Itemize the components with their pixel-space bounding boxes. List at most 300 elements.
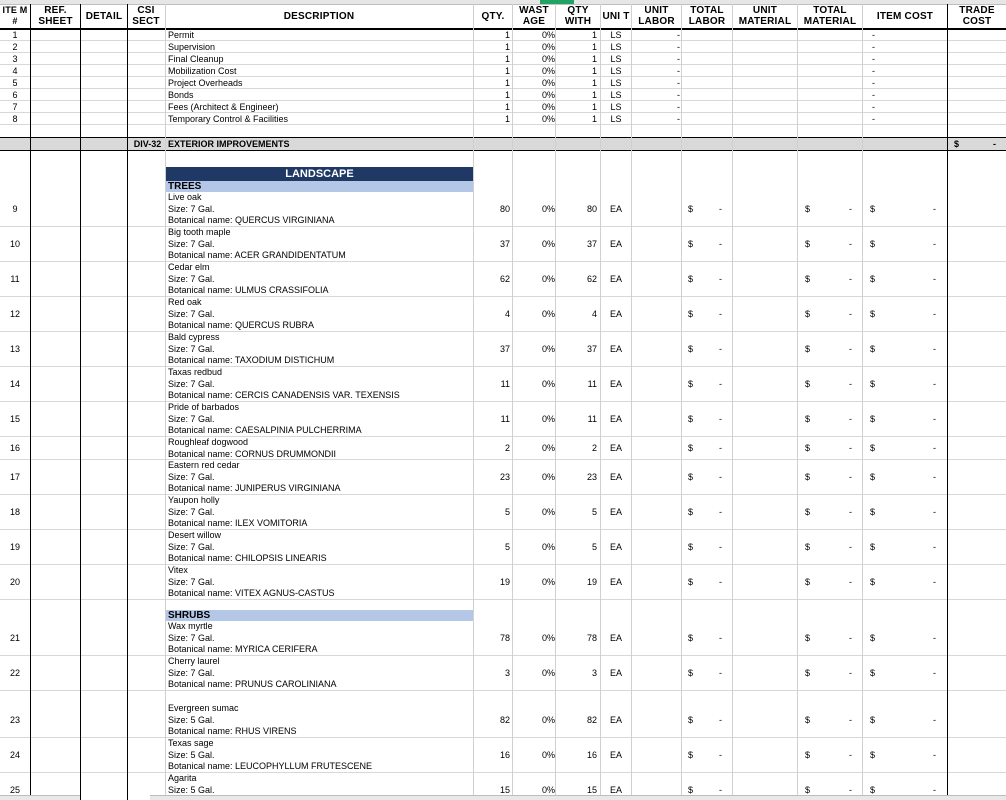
item-cost-cell[interactable] <box>864 192 946 226</box>
qty-cell[interactable]: 11 <box>500 414 510 424</box>
item-cost-cell[interactable] <box>864 703 946 737</box>
qty-cell[interactable]: 3 <box>504 668 510 678</box>
total-labor-cell[interactable] <box>682 332 732 366</box>
item-number-cell[interactable]: 21 <box>9 633 20 643</box>
header-waste[interactable]: WAST AGE <box>519 5 549 27</box>
item-number-cell[interactable]: 19 <box>9 542 20 552</box>
gridline <box>681 4 682 800</box>
qty-cell[interactable]: 5 <box>504 507 510 517</box>
qty-with-cell[interactable]: 5 <box>591 542 597 552</box>
empty-value-dash: - <box>933 204 936 214</box>
header-description[interactable]: DESCRIPTION <box>283 10 355 22</box>
description-cell[interactable] <box>168 565 473 599</box>
total-material-cell[interactable] <box>799 262 862 296</box>
item-number-cell[interactable]: 14 <box>9 379 20 389</box>
empty-value-dash: - <box>719 507 722 517</box>
qty-with-cell[interactable]: 1 <box>591 65 597 76</box>
item-number-cell[interactable]: 9 <box>12 204 18 214</box>
total-material-cell[interactable] <box>799 703 862 737</box>
currency-symbol: $ <box>870 750 876 760</box>
qty-cell[interactable]: 1 <box>504 65 510 76</box>
qty-cell[interactable]: 1 <box>504 53 510 64</box>
currency-symbol: $ <box>805 507 811 517</box>
total-labor-cell[interactable] <box>682 656 732 690</box>
waste-cell[interactable]: 0% <box>541 113 555 124</box>
unit-cell[interactable]: EA <box>609 414 622 424</box>
header-csi-sect[interactable]: CSI SECT <box>132 5 160 27</box>
qty-with-cell[interactable]: 3 <box>591 668 597 678</box>
currency-symbol: $ <box>805 633 811 643</box>
description-cell[interactable]: Mobilization Cost <box>168 65 237 76</box>
description-cell[interactable]: Bonds <box>168 89 194 100</box>
plant-size: Size: 7 Gal. <box>168 308 215 319</box>
horizontal-scrollbar[interactable] <box>150 795 1006 800</box>
division-code-cell[interactable]: DIV-32 <box>133 139 162 149</box>
table-row <box>0 703 1006 738</box>
empty-value-dash: - <box>933 715 936 725</box>
item-cost-cell[interactable]: - <box>872 77 875 88</box>
description-cell[interactable] <box>168 460 473 494</box>
currency-symbol: $ <box>805 785 811 795</box>
qty-with-cell[interactable]: 80 <box>586 204 597 214</box>
table-row <box>0 297 1006 332</box>
empty-value-dash: - <box>849 309 852 319</box>
item-cost-cell[interactable] <box>864 367 946 401</box>
description-cell[interactable] <box>168 192 473 226</box>
qty-cell[interactable]: 1 <box>504 113 510 124</box>
total-labor-cell[interactable] <box>682 437 732 459</box>
unit-cell[interactable]: LS <box>610 77 622 88</box>
waste-cell[interactable]: 0% <box>541 29 555 40</box>
empty-value-dash: - <box>719 633 722 643</box>
waste-cell[interactable]: 0% <box>541 542 555 552</box>
plant-size: Size: 7 Gal. <box>168 273 215 284</box>
qty-with-cell[interactable]: 1 <box>591 89 597 100</box>
qty-with-cell[interactable]: 2 <box>591 443 597 453</box>
total-labor-cell[interactable] <box>682 621 732 655</box>
total-material-cell[interactable] <box>799 738 862 772</box>
total-material-cell[interactable] <box>799 656 862 690</box>
waste-cell[interactable]: 0% <box>541 379 555 389</box>
item-number-cell[interactable]: 23 <box>9 715 20 725</box>
description-cell[interactable] <box>168 227 473 261</box>
unit-cell[interactable]: EA <box>609 472 622 482</box>
currency-symbol: $ <box>805 715 811 725</box>
item-number-cell[interactable]: 1 <box>12 29 18 40</box>
qty-with-cell[interactable]: 1 <box>591 29 597 40</box>
waste-cell[interactable]: 0% <box>541 274 555 284</box>
waste-cell[interactable]: 0% <box>541 443 555 453</box>
description-cell[interactable] <box>168 703 473 737</box>
currency-symbol: $ <box>688 344 694 354</box>
waste-cell[interactable]: 0% <box>541 204 555 214</box>
total-labor-cell[interactable] <box>682 262 732 296</box>
total-material-cell[interactable] <box>799 460 862 494</box>
qty-with-cell[interactable]: 1 <box>591 41 597 52</box>
plant-name: Evergreen sumac <box>168 703 239 713</box>
unit-labor-cell[interactable]: - <box>677 89 680 100</box>
item-number-cell[interactable]: 17 <box>9 472 20 482</box>
currency-symbol: $ <box>805 414 811 424</box>
unit-cell[interactable]: EA <box>609 344 622 354</box>
qty-with-cell[interactable]: 11 <box>587 414 597 424</box>
total-material-cell[interactable] <box>799 367 862 401</box>
item-cost-cell[interactable] <box>864 738 946 772</box>
total-material-cell[interactable] <box>799 297 862 331</box>
total-material-cell[interactable] <box>799 565 862 599</box>
qty-with-cell[interactable]: 1 <box>591 113 597 124</box>
total-material-cell[interactable] <box>799 495 862 529</box>
qty-cell[interactable]: 5 <box>504 542 510 552</box>
qty-cell[interactable]: 1 <box>504 89 510 100</box>
waste-cell[interactable]: 0% <box>541 715 555 725</box>
empty-value-dash: - <box>849 443 852 453</box>
header-item[interactable]: ITE M # <box>2 5 28 26</box>
item-number-cell[interactable]: 15 <box>9 414 20 424</box>
qty-cell[interactable]: 11 <box>500 379 510 389</box>
unit-cell[interactable]: EA <box>609 379 622 389</box>
plant-size: Size: 5 Gal. <box>168 714 215 725</box>
plant-size: Size: 7 Gal. <box>168 632 215 643</box>
unit-labor-cell[interactable]: - <box>677 53 680 64</box>
currency-symbol: $ <box>870 239 876 249</box>
total-labor-cell[interactable] <box>682 530 732 564</box>
qty-cell[interactable]: 4 <box>504 309 510 319</box>
trade-cost-value: - <box>993 139 996 149</box>
total-labor-cell[interactable] <box>682 738 732 772</box>
description-cell[interactable]: Fees (Architect & Engineer) <box>168 101 279 112</box>
empty-value-dash: - <box>719 309 722 319</box>
qty-with-cell[interactable]: 37 <box>586 239 597 249</box>
item-cost-cell[interactable] <box>864 332 946 366</box>
plant-size: Size: 7 Gal. <box>168 343 215 354</box>
plant-name: Bald cypress <box>168 332 220 342</box>
description-cell[interactable] <box>168 297 473 331</box>
unit-labor-cell[interactable]: - <box>677 101 680 112</box>
header-total-labor[interactable]: TOTAL LABOR <box>688 5 726 27</box>
qty-cell[interactable]: 1 <box>504 101 510 112</box>
qty-cell[interactable]: 82 <box>499 715 510 725</box>
qty-cell[interactable]: 78 <box>499 633 510 643</box>
unit-labor-cell[interactable]: - <box>677 41 680 52</box>
item-number-cell[interactable]: 18 <box>9 507 20 517</box>
waste-cell[interactable]: 0% <box>541 239 555 249</box>
waste-cell[interactable]: 0% <box>541 53 555 64</box>
item-cost-cell[interactable] <box>864 565 946 599</box>
qty-with-cell[interactable]: 1 <box>591 101 597 112</box>
empty-value-dash: - <box>719 414 722 424</box>
item-number-cell[interactable]: 20 <box>9 577 20 587</box>
description-cell[interactable] <box>168 262 473 296</box>
currency-symbol: $ <box>688 414 694 424</box>
waste-cell[interactable]: 0% <box>541 77 555 88</box>
gridline <box>732 4 733 800</box>
unit-cell[interactable]: EA <box>609 750 622 760</box>
empty-value-dash: - <box>719 379 722 389</box>
plant-botanical-name: Botanical name: TAXODIUM DISTICHUM <box>168 355 335 366</box>
unit-cell[interactable]: LS <box>610 89 622 100</box>
header-ref-sheet[interactable]: REF. SHEET <box>38 5 73 27</box>
total-labor-cell[interactable] <box>682 367 732 401</box>
description-cell[interactable] <box>168 367 473 401</box>
item-cost-cell[interactable]: - <box>872 65 875 76</box>
qty-cell[interactable]: 16 <box>499 750 510 760</box>
plant-size: Size: 7 Gal. <box>168 238 215 249</box>
sheet-tab-area[interactable] <box>0 795 80 800</box>
qty-with-cell[interactable]: 78 <box>586 633 597 643</box>
header-unit-labor[interactable]: UNIT LABOR <box>638 5 675 27</box>
empty-value-dash: - <box>849 633 852 643</box>
item-cost-cell[interactable] <box>864 495 946 529</box>
unit-labor-cell[interactable]: - <box>677 65 680 76</box>
unit-cell[interactable]: EA <box>609 443 622 453</box>
header-detail[interactable]: DETAIL <box>85 10 123 22</box>
waste-cell[interactable]: 0% <box>541 750 555 760</box>
item-number-cell[interactable]: 25 <box>9 785 20 795</box>
empty-value-dash: - <box>933 542 936 552</box>
description-cell[interactable] <box>168 495 473 529</box>
total-labor-cell[interactable] <box>682 495 732 529</box>
empty-value-dash: - <box>719 274 722 284</box>
total-labor-cell[interactable] <box>682 703 732 737</box>
qty-cell[interactable]: 2 <box>504 443 510 453</box>
item-cost-cell[interactable] <box>864 621 946 655</box>
total-labor-cell[interactable] <box>682 297 732 331</box>
currency-symbol: $ <box>688 204 694 214</box>
unit-cell[interactable]: EA <box>609 239 622 249</box>
description-cell[interactable] <box>168 656 473 690</box>
unit-cell[interactable]: EA <box>609 577 622 587</box>
waste-cell[interactable]: 0% <box>541 344 555 354</box>
total-material-cell[interactable] <box>799 332 862 366</box>
item-cost-cell[interactable]: - <box>872 113 875 124</box>
total-material-cell[interactable] <box>799 402 862 436</box>
plant-name: Agarita <box>168 773 197 783</box>
description-cell[interactable]: Temporary Control & Facilities <box>168 113 289 124</box>
plant-size: Size: 7 Gal. <box>168 576 215 587</box>
currency-symbol: $ <box>805 309 811 319</box>
total-material-cell[interactable] <box>799 621 862 655</box>
unit-cell[interactable]: EA <box>609 785 622 795</box>
qty-cell[interactable]: 80 <box>499 204 510 214</box>
header-trade-cost[interactable]: TRADE COST <box>959 5 995 27</box>
division-title-cell[interactable]: EXTERIOR IMPROVEMENTS <box>168 139 290 149</box>
description-cell[interactable] <box>168 738 473 772</box>
currency-symbol: $ <box>688 668 694 678</box>
total-material-cell[interactable] <box>799 437 862 459</box>
total-material-cell[interactable] <box>799 530 862 564</box>
item-cost-cell[interactable]: - <box>872 89 875 100</box>
waste-cell[interactable]: 0% <box>541 472 555 482</box>
qty-with-cell[interactable]: 15 <box>586 785 597 795</box>
qty-with-cell[interactable]: 1 <box>591 53 597 64</box>
unit-labor-cell[interactable]: - <box>677 113 680 124</box>
waste-cell[interactable]: 0% <box>541 507 555 517</box>
unit-cell[interactable]: EA <box>609 204 622 214</box>
total-labor-cell[interactable] <box>682 192 732 226</box>
total-labor-cell[interactable] <box>682 402 732 436</box>
table-row <box>0 460 1006 495</box>
description-cell[interactable] <box>168 530 473 564</box>
item-number-cell[interactable]: 8 <box>12 113 18 124</box>
qty-cell[interactable]: 37 <box>499 239 510 249</box>
waste-cell[interactable]: 0% <box>541 89 555 100</box>
plant-size: Size: 7 Gal. <box>168 667 215 678</box>
plant-botanical-name: Botanical name: ACER GRANDIDENTATUM <box>168 250 346 261</box>
waste-cell[interactable]: 0% <box>541 309 555 319</box>
table-row <box>0 565 1006 600</box>
qty-cell[interactable]: 37 <box>499 344 510 354</box>
description-cell[interactable] <box>168 402 473 436</box>
unit-cell[interactable]: LS <box>610 65 622 76</box>
waste-cell[interactable]: 0% <box>541 65 555 76</box>
description-cell[interactable] <box>168 621 473 655</box>
division-trade-cost-cell[interactable] <box>948 138 1006 150</box>
waste-cell[interactable]: 0% <box>541 633 555 643</box>
unit-cell[interactable]: EA <box>609 507 622 517</box>
header-total-material[interactable]: TOTAL MATERIAL <box>803 5 857 27</box>
unit-cell[interactable]: EA <box>609 633 622 643</box>
description-cell[interactable]: Project Overheads <box>168 77 243 88</box>
empty-value-dash: - <box>849 785 852 795</box>
qty-cell[interactable]: 1 <box>504 41 510 52</box>
qty-with-cell[interactable]: 82 <box>586 715 597 725</box>
table-row <box>0 367 1006 402</box>
empty-value-dash: - <box>933 633 936 643</box>
item-cost-cell[interactable]: - <box>872 101 875 112</box>
currency-symbol: $ <box>805 274 811 284</box>
unit-cell[interactable]: LS <box>610 101 622 112</box>
waste-cell[interactable]: 0% <box>541 577 555 587</box>
empty-value-dash: - <box>933 472 936 482</box>
qty-cell[interactable]: 62 <box>499 274 510 284</box>
item-number-cell[interactable]: 24 <box>9 750 20 760</box>
item-cost-cell[interactable] <box>864 460 946 494</box>
qty-cell[interactable]: 1 <box>504 77 510 88</box>
qty-with-cell[interactable]: 4 <box>591 309 597 319</box>
qty-with-cell[interactable]: 11 <box>587 379 597 389</box>
item-number-cell[interactable]: 10 <box>9 239 20 249</box>
item-number-cell[interactable]: 12 <box>9 309 20 319</box>
header-qty-with[interactable]: QTY WITH <box>564 5 592 27</box>
currency-symbol: $ <box>870 414 876 424</box>
gridline <box>30 4 31 800</box>
currency-symbol: $ <box>805 750 811 760</box>
item-cost-cell[interactable]: - <box>872 53 875 64</box>
item-number-cell[interactable]: 16 <box>9 443 20 453</box>
item-number-cell[interactable]: 11 <box>10 274 20 284</box>
item-number-cell[interactable]: 2 <box>12 41 18 52</box>
plant-name: Cedar elm <box>168 262 210 272</box>
description-cell[interactable]: Supervision <box>168 41 216 52</box>
unit-cell[interactable]: LS <box>610 53 622 64</box>
total-labor-cell[interactable] <box>682 460 732 494</box>
empty-value-dash: - <box>933 379 936 389</box>
item-number-cell[interactable]: 22 <box>9 668 20 678</box>
unit-cell[interactable]: EA <box>609 542 622 552</box>
currency-symbol: $ <box>805 379 811 389</box>
empty-value-dash: - <box>849 750 852 760</box>
item-cost-cell[interactable] <box>864 297 946 331</box>
qty-cell[interactable]: 1 <box>504 29 510 40</box>
item-cost-cell[interactable] <box>864 437 946 459</box>
item-number-cell[interactable]: 4 <box>12 65 18 76</box>
unit-cell[interactable]: EA <box>609 715 622 725</box>
qty-with-cell[interactable]: 19 <box>586 577 597 587</box>
currency-symbol: $ <box>688 472 694 482</box>
item-cost-cell[interactable]: - <box>872 41 875 52</box>
item-number-cell[interactable]: 13 <box>9 344 20 354</box>
empty-value-dash: - <box>933 414 936 424</box>
table-row <box>0 227 1006 262</box>
qty-with-cell[interactable]: 23 <box>586 472 597 482</box>
unit-cell[interactable]: EA <box>609 274 622 284</box>
description-cell[interactable] <box>168 332 473 366</box>
waste-cell[interactable]: 0% <box>541 414 555 424</box>
waste-cell[interactable]: 0% <box>541 101 555 112</box>
item-cost-cell[interactable] <box>864 530 946 564</box>
item-cost-cell[interactable] <box>864 262 946 296</box>
unit-cell[interactable]: LS <box>610 41 622 52</box>
header-item-cost[interactable]: ITEM COST <box>876 10 934 22</box>
waste-cell[interactable]: 0% <box>541 41 555 52</box>
waste-cell[interactable]: 0% <box>541 668 555 678</box>
item-cost-cell[interactable]: - <box>872 29 875 40</box>
item-cost-cell[interactable] <box>864 656 946 690</box>
table-row <box>0 89 1006 101</box>
description-cell[interactable] <box>168 437 473 459</box>
unit-cell[interactable]: EA <box>609 309 622 319</box>
header-unit-material[interactable]: UNIT MATERIAL <box>738 5 792 27</box>
item-cost-cell[interactable] <box>864 227 946 261</box>
total-material-cell[interactable] <box>799 192 862 226</box>
plant-size: Size: 7 Gal. <box>168 471 215 482</box>
empty-value-dash: - <box>933 668 936 678</box>
unit-cell[interactable]: LS <box>610 29 622 40</box>
header-row <box>0 4 1006 30</box>
item-number-cell[interactable]: 3 <box>12 53 18 64</box>
unit-cell[interactable]: EA <box>609 668 622 678</box>
qty-cell[interactable]: 23 <box>499 472 510 482</box>
qty-cell[interactable]: 19 <box>499 577 510 587</box>
qty-with-cell[interactable]: 5 <box>591 507 597 517</box>
description-cell[interactable]: Final Cleanup <box>168 53 224 64</box>
unit-cell[interactable]: LS <box>610 113 622 124</box>
qty-with-cell[interactable]: 62 <box>586 274 597 284</box>
qty-with-cell[interactable]: 37 <box>586 344 597 354</box>
item-number-cell[interactable]: 6 <box>12 89 18 100</box>
plant-botanical-name: Botanical name: RHUS VIRENS <box>168 726 297 737</box>
total-material-cell[interactable] <box>799 227 862 261</box>
unit-labor-cell[interactable]: - <box>677 77 680 88</box>
item-number-cell[interactable]: 5 <box>12 77 18 88</box>
qty-cell[interactable]: 15 <box>499 785 510 795</box>
qty-with-cell[interactable]: 1 <box>591 77 597 88</box>
total-labor-cell[interactable] <box>682 565 732 599</box>
total-labor-cell[interactable] <box>682 227 732 261</box>
waste-cell[interactable]: 0% <box>541 785 555 795</box>
plant-name: Yaupon holly <box>168 495 220 505</box>
currency-symbol: $ <box>954 139 960 149</box>
item-cost-cell[interactable] <box>864 402 946 436</box>
description-cell[interactable]: Permit <box>168 29 195 40</box>
header-qty[interactable]: QTY. <box>481 10 505 22</box>
header-unit[interactable]: UNI T <box>602 10 630 22</box>
qty-with-cell[interactable]: 16 <box>586 750 597 760</box>
table-row <box>0 41 1006 53</box>
unit-labor-cell[interactable]: - <box>677 29 680 40</box>
item-number-cell[interactable]: 7 <box>12 101 18 112</box>
